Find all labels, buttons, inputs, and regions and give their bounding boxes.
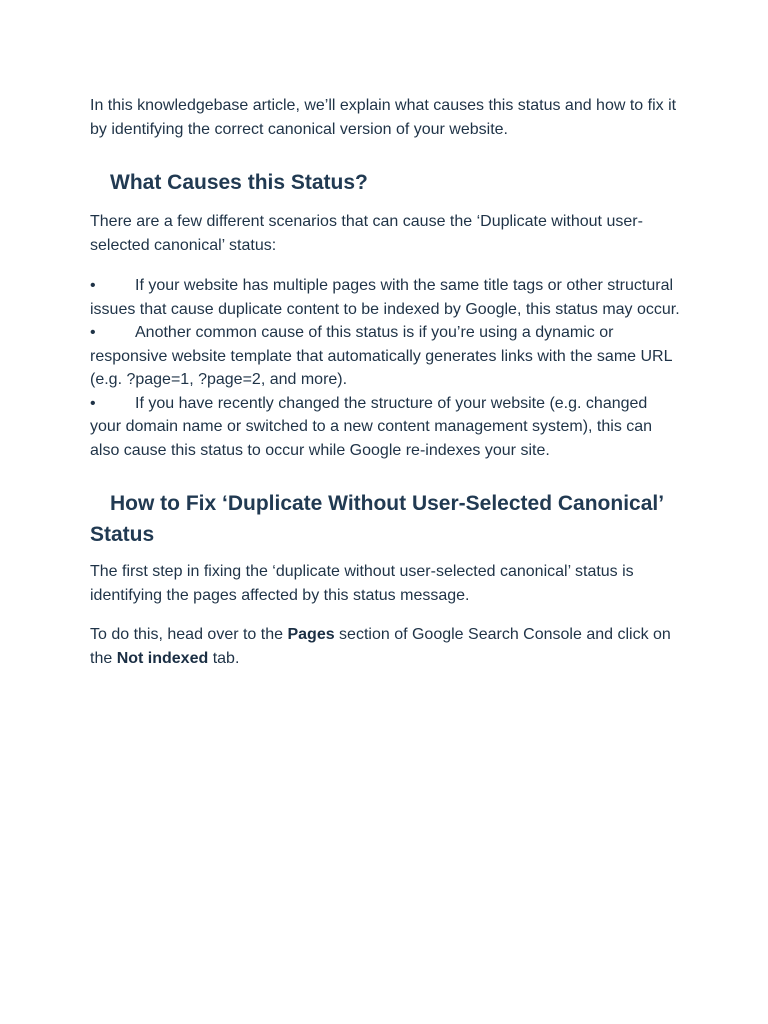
intro-paragraph: In this knowledgebase article, we’ll explain what causes this status and how to fix it by identifying the correct canonical version of your website. xyxy=(90,97,677,138)
list-item xyxy=(90,392,680,463)
list-item xyxy=(90,274,680,321)
instruction-text: To do this, head over to the xyxy=(90,626,288,643)
heading-how-to-fix: How to Fix ‘Duplicate Without User-Selected Canonical’ Status xyxy=(90,492,663,546)
article-body xyxy=(90,94,680,670)
list-item-text: If your website has multiple pages with the same title tags or other structural issues that cause duplicate content to be indexed by Google, this status may occur. xyxy=(90,277,680,318)
causes-list xyxy=(90,274,680,462)
list-item-text: If you have recently changed the structure of your website (e.g. changed your domain name or switched to a new content management system), this can also cause this status to occur while Google re-indexes your site. xyxy=(90,394,653,459)
instruction-text: tab. xyxy=(208,649,240,667)
bullet-icon: • xyxy=(90,277,96,294)
causes-intro-paragraph: There are a few different scenarios that can cause the ‘Duplicate without user-selected canonical’ status: xyxy=(90,213,643,254)
instruction-text: section of Google Search Console and click on the xyxy=(90,626,671,667)
pages-section-name: Pages xyxy=(287,626,335,643)
bullet-icon: • xyxy=(90,394,96,412)
list-item-text: Another common cause of this status is if you’re using a dynamic or responsive website template that automatically generates links with the same URL (e.g. ?page=1, ?page=2, and more). xyxy=(90,324,672,388)
bullet-icon: • xyxy=(90,324,96,341)
instruction-paragraph xyxy=(90,623,680,670)
fix-first-step-paragraph: The first step in fixing the ‘duplicate without user-selected canonical’ status is identifying the pages affected by this status message. xyxy=(90,563,634,604)
not-indexed-tab-name: Not indexed xyxy=(116,649,209,667)
list-item xyxy=(90,321,680,392)
heading-what-causes: What Causes this Status? xyxy=(110,171,368,194)
